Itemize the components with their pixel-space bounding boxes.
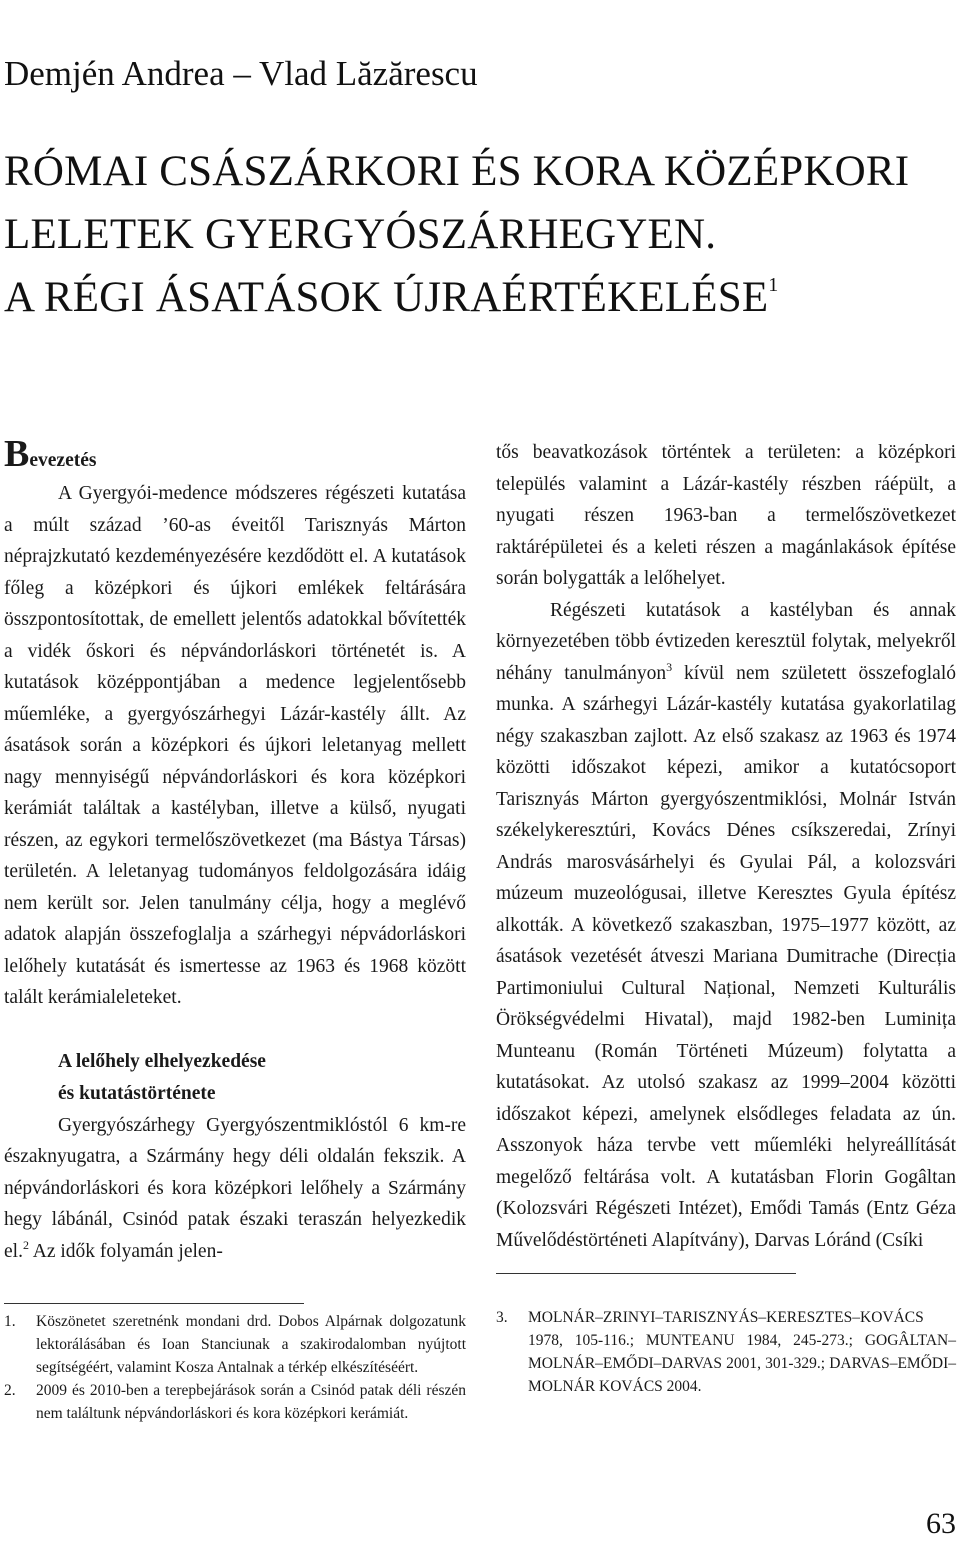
footnote-divider-left [4, 1303, 304, 1304]
title-line-3 [4, 266, 954, 329]
authors: Demjén Andrea – Vlad Lăzărescu [4, 54, 478, 93]
footnote-ref-3: 3 [666, 659, 673, 674]
intro-paragraph: A Gyergyói-medence módszeres régészeti kutatása a múlt század ’60-as éveitől Tarisznyás Márton néprajzkutató kezdeményezésére kezdődött el. A kutatások főleg a középkori és újkori emlékek feltárására összpontosítottak, de emellett jelentős adatokkal bővítették a vidék őskori és népvándorláskori történetét is. A kutatások középpontjában a medence legjelentősebb műemléke, a gyergyószárhegyi Lázár-kastély állt. Az ásatások során a középkori és újkori leletanyag mellett nagy mennyiségű népvándorláskori és kora középkori kerámiát találtak a kastélyban, illetve a külső, nyugati részen, az egykori termelőszövetkezet (ma Bástya Társas) területén. A leletanyag tudományos feldolgozására idáig nem került sor. Jelen tanulmány célja, hogy a meglévő adatok alapján összefoglalja a szárhegyi népvádorláskori lelőhely kutatását és ismertesse az 1963 és 1968 között talált kerámialeleteket. [4, 483, 466, 1008]
footnote-number: 3. [496, 1309, 508, 1326]
article-title [4, 140, 954, 329]
footnote-number: 2. [4, 1382, 16, 1399]
section-heading-initial: B [4, 433, 30, 475]
title-line-1: RÓMAI CSÁSZÁRKORI ÉS KORA KÖZÉPKORI [4, 148, 910, 195]
subsection-heading-line-1: A lelőhely elhelyezkedése [58, 1050, 266, 1072]
section-heading-rest: evezetés [29, 450, 97, 471]
section-heading-introduction [4, 433, 466, 478]
footnote-3 [496, 1306, 956, 1398]
title-footnote-ref: 1 [768, 274, 779, 296]
location-text-tail: Az idők folyamán jelen- [28, 1240, 223, 1262]
page-number: 63 [926, 1507, 956, 1540]
footnote-text: MOLNÁR–ZRINYI–TARISZNYÁS–KERESZTES–KOVÁCS 1978, 105-116.; MUNTEANU 1984, 245-273.; GOGÂLTAN–MOLNÁR–EMŐDI–DARVAS 2001, 301-329.; DARVAS–EMŐDI–MOLNÁR KOVÁCS 2004. [528, 1309, 956, 1395]
continued-paragraph: tős beavatkozások történtek a területen: a középkori település valamint a Lázár-kastély részben ráépült, a nyugati részen 1963-ban a termelőszövetkezet raktárépületei és a keleti részen a magánlakások építése során bolygatták a lelőhelyet. [496, 442, 956, 589]
footnote-1 [4, 1310, 466, 1379]
right-column [496, 437, 956, 1256]
location-text: Gyergyószárhegy Gyergyószentmiklóstól 6 km-re északnyugatra, a Szármány hegy déli oldalán fekszik. A népvándorláskori és kora középkori lelőhely a Szármány hegy lábánál, Csinód patak északi teraszán helyezkedik el. [4, 1114, 466, 1262]
footnote-ref-2: 2 [22, 1237, 29, 1252]
subsection-heading-line-2: és kutatástörténete [58, 1082, 216, 1104]
subsection-heading [58, 1046, 466, 1110]
title-line-3-text: A RÉGI ÁSATÁSOK ÚJRAÉRTÉKELÉSE [4, 274, 769, 321]
footnote-text: 2009 és 2010-ben a terepbejárások során a Csinód patak déli részén nem találtunk népvándorláskori és kora középkori kerámiát. [36, 1382, 466, 1422]
research-text-start: Régészeti kutatások a kastélyban és annak környezetében több évtizeden keresztül folytak, melyekről néhány tanulmányon [496, 599, 956, 684]
footnotes-right [496, 1306, 956, 1398]
title-line-2: LELETEK GYERGYÓSZÁRHEGYEN. [4, 211, 717, 258]
left-column [4, 433, 466, 1267]
footnote-2 [4, 1379, 466, 1425]
location-paragraph [4, 1110, 466, 1268]
footnote-divider-right [496, 1273, 796, 1274]
footnote-number: 1. [4, 1313, 16, 1330]
footnote-text: Köszönetet szeretnénk mondani drd. Dobos Alpárnak dolgozatunk lektorálásában és Ioan Stanciunak a szakirodalomban nyújtott segítségéért, valamint Kosza Antalnak a térkép elkészítéséért. [36, 1313, 466, 1376]
footnotes-left [4, 1310, 466, 1425]
research-history-paragraph [496, 595, 956, 1257]
research-text-end: kívül nem született összefoglaló munka. A szárhegyi Lázár-kastély kutatása gyakorlatilag négy szakaszban zajlott. Az első szakasz az 1963 és 1974 közötti időszakot képezi, amikor a kutatócsoport Tarisznyás Márton gyergyószentmiklósi, Molnár István székelykeresztúri, Kovács Dénes csíkszeredai, Zrínyi András marosvásárhelyi és Gyulai Pál, a kolozsvári múzeum muzeológusai, illetve Keresztes Gyula építész alkották. A következő szakaszban, 1975–1977 között, az ásatások vezetését átveszi Mariana Dumitrache (Direcția Partimoniului Cultural Național, Nemzeti Kulturális Örökségvédelmi Hivatal), majd 1982-ben Luminița Munteanu (Román Történeti Múzeum) folytatta a kutatásokat. Az utolsó szakasz az 1999–2004 közötti időszakot képezi, amelynek elsődleges feladata az ún. Asszonyok háza tervbe vett műemléki helyreállítását megelőző feltárása volt. A kutatásban Florin Gogâltan (Kolozsvári Régészeti Intézet), Emődi Tamás (Entz Géza Művelődéstörténeti Alapítvány), Darvas Lóránd (Csíki [496, 662, 956, 1251]
